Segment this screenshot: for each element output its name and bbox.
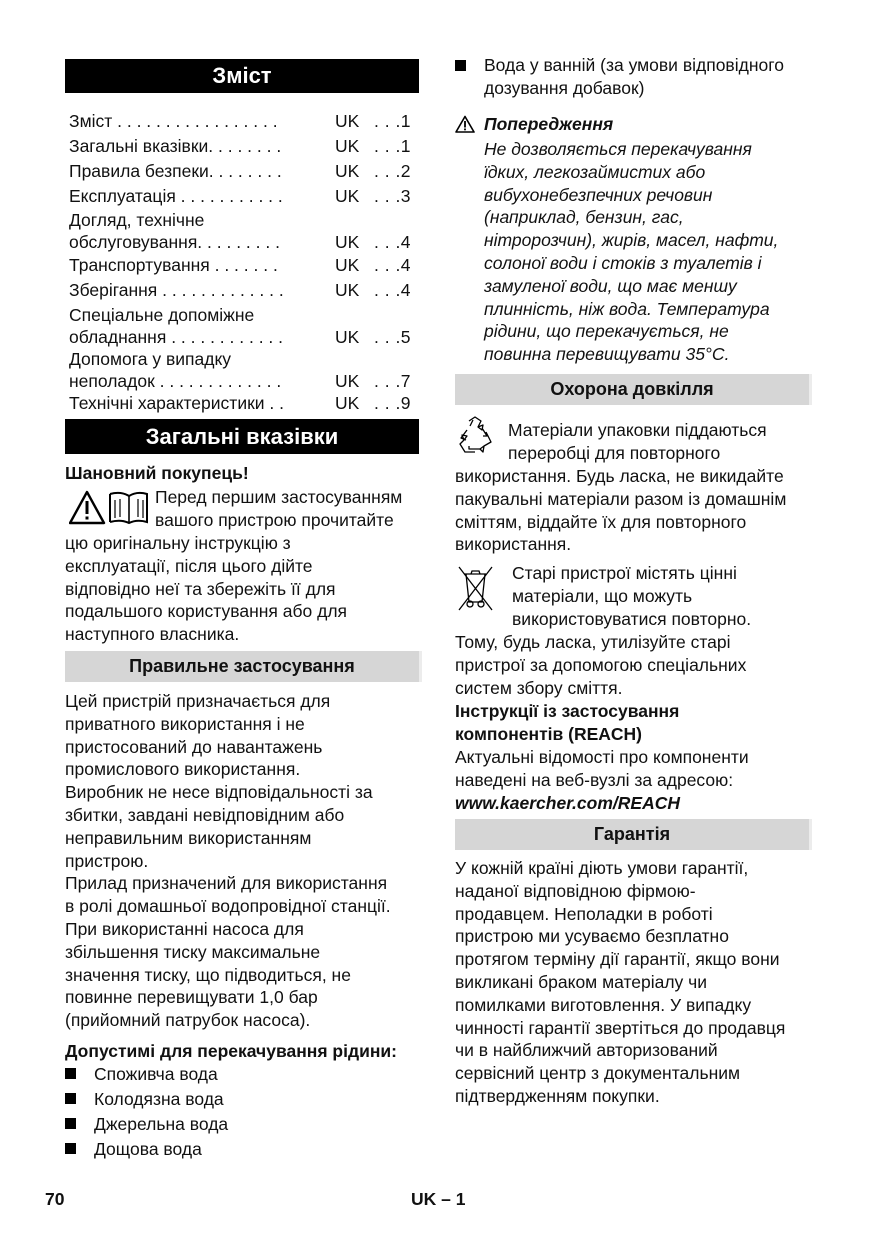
- weee-line-1: Старі пристрої містять цінні: [512, 563, 737, 583]
- toc-entry-lang: UK: [335, 371, 360, 391]
- recycle-icon: [456, 416, 494, 454]
- bullet-square-icon: [65, 1068, 76, 1079]
- toc-entry-page: . . .4: [374, 232, 412, 252]
- fluids-heading: Допустимі для перекачування рідини:: [65, 1041, 397, 1061]
- reach-text: Актуальні відомості про компоненти наведені на веб-вузлі за адресою:: [455, 747, 749, 790]
- toc-entry-lang: UK: [335, 255, 360, 275]
- toc-entry-page: . . .1: [374, 136, 412, 156]
- bullet-square-icon: [65, 1143, 76, 1154]
- toc-entry: [69, 185, 414, 207]
- toc-entry-title: Зберігання . . . . . . . . . . . . .: [69, 280, 284, 300]
- toc-entry: [69, 110, 414, 132]
- page-number: 70: [45, 1189, 65, 1209]
- weee-text: Тому, будь ласка, утилізуйте старі пристрої за допомогою спеціальних систем збору сміття.: [455, 632, 747, 698]
- toc-entry-lang: UK: [335, 111, 360, 131]
- toc-entry: [69, 392, 414, 414]
- warning-title: Попередження: [484, 114, 614, 134]
- toc-entry-title: Догляд, технічне обслуговування. . . . . . . . .: [69, 210, 280, 252]
- toc-entry-page: . . .1: [374, 111, 412, 131]
- toc-entry-title: Допомога у випадку неполадок . . . . . . . . . . . . .: [69, 349, 282, 391]
- environment-heading: Охорона довкілля: [455, 374, 812, 405]
- reach-heading: Інструкції із застосування компонентів (REACH): [455, 701, 680, 744]
- toc-entry-page: . . .3: [374, 186, 412, 206]
- toc-entry-lang: UK: [335, 161, 360, 181]
- toc-entry-page: . . .4: [374, 255, 412, 275]
- toc-entry-title: Правила безпеки. . . . . . . .: [69, 161, 282, 181]
- toc-entry-page: . . .9: [374, 393, 412, 413]
- intro-line-1: Перед першим застосуванням: [155, 487, 403, 507]
- fluids-item-label: Джерельна вода: [94, 1114, 229, 1134]
- toc-heading: Зміст: [65, 59, 419, 93]
- toc-entry-title: Спеціальне допоміжне обладнання . . . . . . . . . . . .: [69, 305, 284, 347]
- toc-entry-page: . . .4: [374, 280, 412, 300]
- toc-entry: [69, 209, 414, 253]
- recycle-text: використання. Будь ласка, не викидайте пакувальні матеріали разом із домашнім сміттям, віддайте їх для повторного використання.: [455, 466, 787, 555]
- bullet-square-icon: [455, 60, 466, 71]
- toc-entry-lang: UK: [335, 186, 360, 206]
- toc-entry: [69, 304, 414, 348]
- toc-entry-page: . . .5: [374, 327, 412, 347]
- toc-entry-page: . . .7: [374, 371, 412, 391]
- general-heading: Загальні вказівки: [65, 419, 419, 454]
- proper-use-heading: Правильне застосування: [65, 651, 422, 682]
- proper-use-text: Цей пристрій призначається для приватного використання і не пристосований до навантажень промислового використання. Виробник не несе відповідальності за збитки, завдані невідповідним або неправильним використанням пристрою. Прилад призначений для використання в ролі домашньої водопровідної станції. При використанні насоса для збільшення тиску максимальне значення тиску, що підводиться, не повинне перевищувати 1,0 бар (прийомний патрубок насоса).: [65, 691, 391, 1031]
- bullet-square-icon: [65, 1118, 76, 1129]
- page-label: UK – 1: [411, 1189, 466, 1209]
- recycle-line-2: переробці для повторного: [508, 443, 721, 463]
- intro-text: цю оригінальну інструкцію з експлуатації, після цього дійте відповідно неї та збережіть її для подальшого користування або для наступного власника.: [65, 533, 348, 645]
- crossed-bin-icon: [456, 564, 496, 612]
- warranty-text: У кожній країні діють умови гарантії, наданої відповідною фірмою- продавцем. Неполадки в роботі пристрою ми усуваємо безплатно протягом терміну дії гарантії, якщо вони викликані браком матеріалу чи помилками виготовлення. У випадку чинності гарантії звертіться до продавця чи в найближчий авторизований сервісний центр з документальним підтвердженням покупки.: [455, 858, 786, 1106]
- toc-entry: [69, 279, 414, 301]
- toc-entry: [69, 160, 414, 182]
- fluids-item-label: Дощова вода: [94, 1139, 202, 1159]
- toc-entry-lang: UK: [335, 393, 360, 413]
- toc-entry-lang: UK: [335, 136, 360, 156]
- recycle-line-1: Матеріали упаковки піддаються: [508, 420, 767, 440]
- read-manual-warning-icon: [69, 490, 149, 526]
- greeting: Шановний покупець!: [65, 463, 249, 483]
- toc-entry-lang: UK: [335, 232, 360, 252]
- toc-entry-page: . . .2: [374, 161, 412, 181]
- bullet-square-icon: [65, 1093, 76, 1104]
- toc-entry-title: Загальні вказівки. . . . . . . .: [69, 136, 282, 156]
- toc-entry-title: Експлуатація . . . . . . . . . . .: [69, 186, 283, 206]
- bathwater-text: Вода у ванній (за умови відповідного дозування добавок): [484, 55, 784, 98]
- toc-entry-title: Технічні характеристики . .: [69, 393, 284, 413]
- toc-entry-title: Зміст . . . . . . . . . . . . . . . . .: [69, 111, 278, 131]
- intro-line-2: вашого пристрою прочитайте: [155, 510, 394, 530]
- fluids-item-label: Споживча вода: [94, 1064, 218, 1084]
- reach-link[interactable]: www.kaercher.com/REACH: [455, 793, 680, 813]
- warranty-heading: Гарантія: [455, 819, 812, 850]
- toc-entry-title: Транспортування . . . . . . .: [69, 255, 278, 275]
- toc-entry-lang: UK: [335, 280, 360, 300]
- toc-entry-lang: UK: [335, 327, 360, 347]
- weee-line-2: матеріали, що можуть: [512, 586, 693, 606]
- fluids-item-label: Колодязна вода: [94, 1089, 224, 1109]
- weee-line-3: використовуватися повторно.: [512, 609, 752, 629]
- toc-entry: [69, 348, 414, 392]
- toc-entry: [69, 254, 414, 276]
- toc-entry: [69, 135, 414, 157]
- warning-triangle-icon: [455, 115, 475, 133]
- warning-text: Не дозволяється перекачування їдких, легкозаймистих або вибухонебезпечних речовин (наприклад, бензин, гас, нітророзчин), жирів, масел, нафти, солоної води і стоків з туалетів і замуленої води, що має меншу плинність, ніж вода. Температура рідини, що перекачується, не повинна перевищувати 35°C.: [484, 139, 779, 365]
